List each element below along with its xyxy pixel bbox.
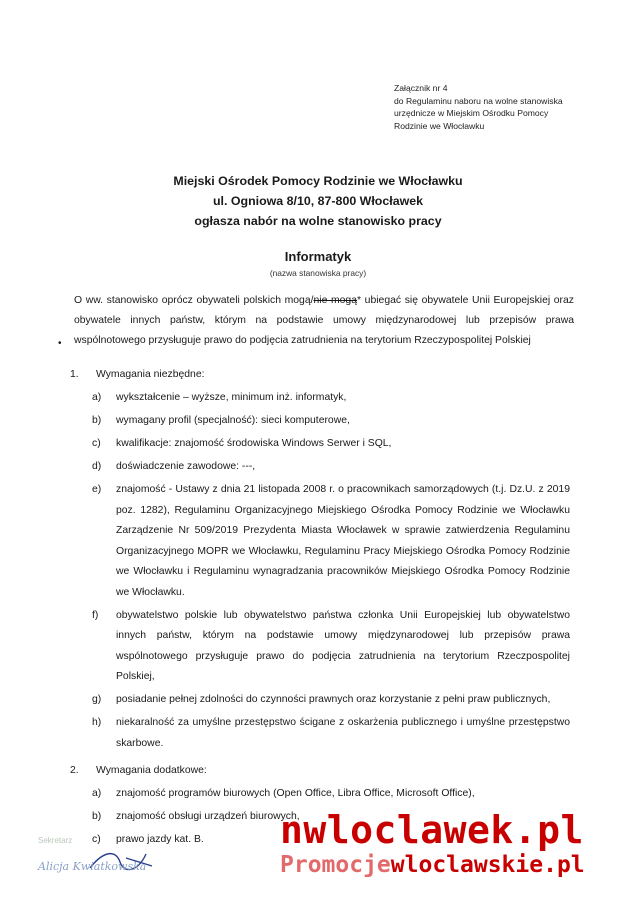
position-title: Informatyk xyxy=(284,249,352,264)
section-number: 1. xyxy=(70,369,79,380)
item-label: a) xyxy=(92,392,102,403)
margin-bullet: • xyxy=(58,338,62,349)
item-text: obywatelstwo polskie lub obywatelstwo państwa członka Unii Europejskiej lub obywatelstwo innych państw, którym na podstawie umowy międzynarodowej lub przepisów prawa wspólnotowego przysługuje prawo do podjęcia zatrudnienia na terytorium Rzeczpospolitej Polskiej, xyxy=(116,609,570,682)
item-label: a) xyxy=(92,788,102,799)
watermark-part: Promocje xyxy=(280,852,391,878)
signature-stamp xyxy=(38,836,238,886)
list-item xyxy=(92,457,570,478)
section-title: Wymagania niezbędne: xyxy=(96,369,205,380)
intro-text: * ubiegać się obywatele Unii Europejskiej oraz obywatele innych państw, którym na podstawie umowy międzynarodowej lub przepisów prawa wspólnotowego przysługuje prawo do podjęcia zatrudnienia na terytorium Rzeczypospolitej Polskiej xyxy=(74,295,574,346)
signature-role: Sekretarz xyxy=(38,836,73,845)
intro-paragraph xyxy=(74,291,574,351)
item-label: f) xyxy=(92,609,99,621)
list-item xyxy=(92,713,570,754)
attachment-line: do Regulaminu naboru na wolne stanowiska xyxy=(394,95,563,106)
watermark-logo: nwloclawek.pl xyxy=(280,808,584,852)
section-number: 2. xyxy=(70,765,79,776)
institution-name: Miejski Ośrodek Pomocy Rodzinie we Włocławku xyxy=(173,174,463,188)
section-title: Wymagania dodatkowe: xyxy=(96,765,207,776)
item-text: kwalifikacje: znajomość środowiska Windows Serwer i SQL, xyxy=(116,438,392,449)
institution-address: ul. Ogniowa 8/10, 87-800 Włocławek xyxy=(212,194,424,208)
item-label: g) xyxy=(92,694,102,705)
position-subtitle: (nazwa stanowiska pracy) xyxy=(269,268,367,278)
list-item xyxy=(92,784,570,805)
watermark-part: wloclawskie.pl xyxy=(390,852,585,878)
item-label: c) xyxy=(92,834,101,845)
item-label: e) xyxy=(92,484,102,495)
announcement-header xyxy=(0,171,636,231)
list-item xyxy=(92,388,570,409)
item-text: znajomość - Ustawy z dnia 21 listopada 2008 r. o pracownikach samorządowych (t.j. Dz.U. z 2019 poz. 1282), Regulaminu Organizacyjnego Miejskiego Ośrodka Pomocy Rodzinie we Włocławku Zarządzenie Nr 509/2019 Prezydenta Miasta Włocławek w sprawie zatwierdzenia Regulaminu Organizacyjnego MOPR we Włocławku, Regulaminu Pracy Miejskiego Ośrodka Pomocy Rodzinie we Włocławku i Regulaminu wynagradzania pracowników Miejskiego Ośrodka Pomocy Rodzinie we Włocławku. xyxy=(116,484,570,598)
watermark-logo-secondary xyxy=(280,852,585,878)
attachment-line: urzędnicze w Miejskim Ośrodku Pomocy xyxy=(394,108,549,119)
item-text: znajomość programów biurowych (Open Office, Libra Office, Microsoft Office), xyxy=(116,788,475,799)
item-label: b) xyxy=(92,415,102,426)
item-text: znajomość obsługi urządzeń biurowych, xyxy=(116,811,300,822)
item-text: wymagany profil (specjalność): sieci komputerowe, xyxy=(116,415,350,426)
item-text: prawo jazdy kat. B. xyxy=(116,834,204,845)
item-label: h) xyxy=(92,717,102,728)
required-list xyxy=(92,388,570,757)
attachment-line: Załącznik nr 4 xyxy=(394,83,448,93)
attachment-note xyxy=(394,82,624,132)
item-text: doświadczenie zawodowe: ---, xyxy=(116,461,256,472)
item-label: b) xyxy=(92,811,102,822)
announcement-statement: ogłasza nabór na wolne stanowisko pracy xyxy=(194,214,442,228)
list-item xyxy=(92,434,570,455)
list-item xyxy=(92,690,570,711)
item-text: wykształcenie – wyższe, minimum inż. informatyk, xyxy=(116,392,347,403)
list-item xyxy=(92,480,570,603)
section-required-heading xyxy=(70,369,205,380)
item-text: niekaralność za umyślne przestępstwo ścigane z oskarżenia publicznego i umyślne przestępstwo skarbowe. xyxy=(116,717,570,749)
list-item xyxy=(92,411,570,432)
attachment-line: Rodzinie we Włocławku xyxy=(394,120,485,131)
item-text: posiadanie pełnej zdolności do czynności prawnych oraz korzystanie z pełni praw publicznych, xyxy=(116,694,551,705)
list-item xyxy=(92,606,570,688)
intro-text: O ww. stanowisko oprócz obywateli polskich mogą/ xyxy=(74,295,314,306)
signature-name: Alicja Kwiatkowska xyxy=(38,860,147,873)
item-label: d) xyxy=(92,461,102,472)
section-additional-heading xyxy=(70,765,207,776)
intro-struck-text: nie mogą xyxy=(313,295,357,306)
item-label: c) xyxy=(92,438,101,449)
